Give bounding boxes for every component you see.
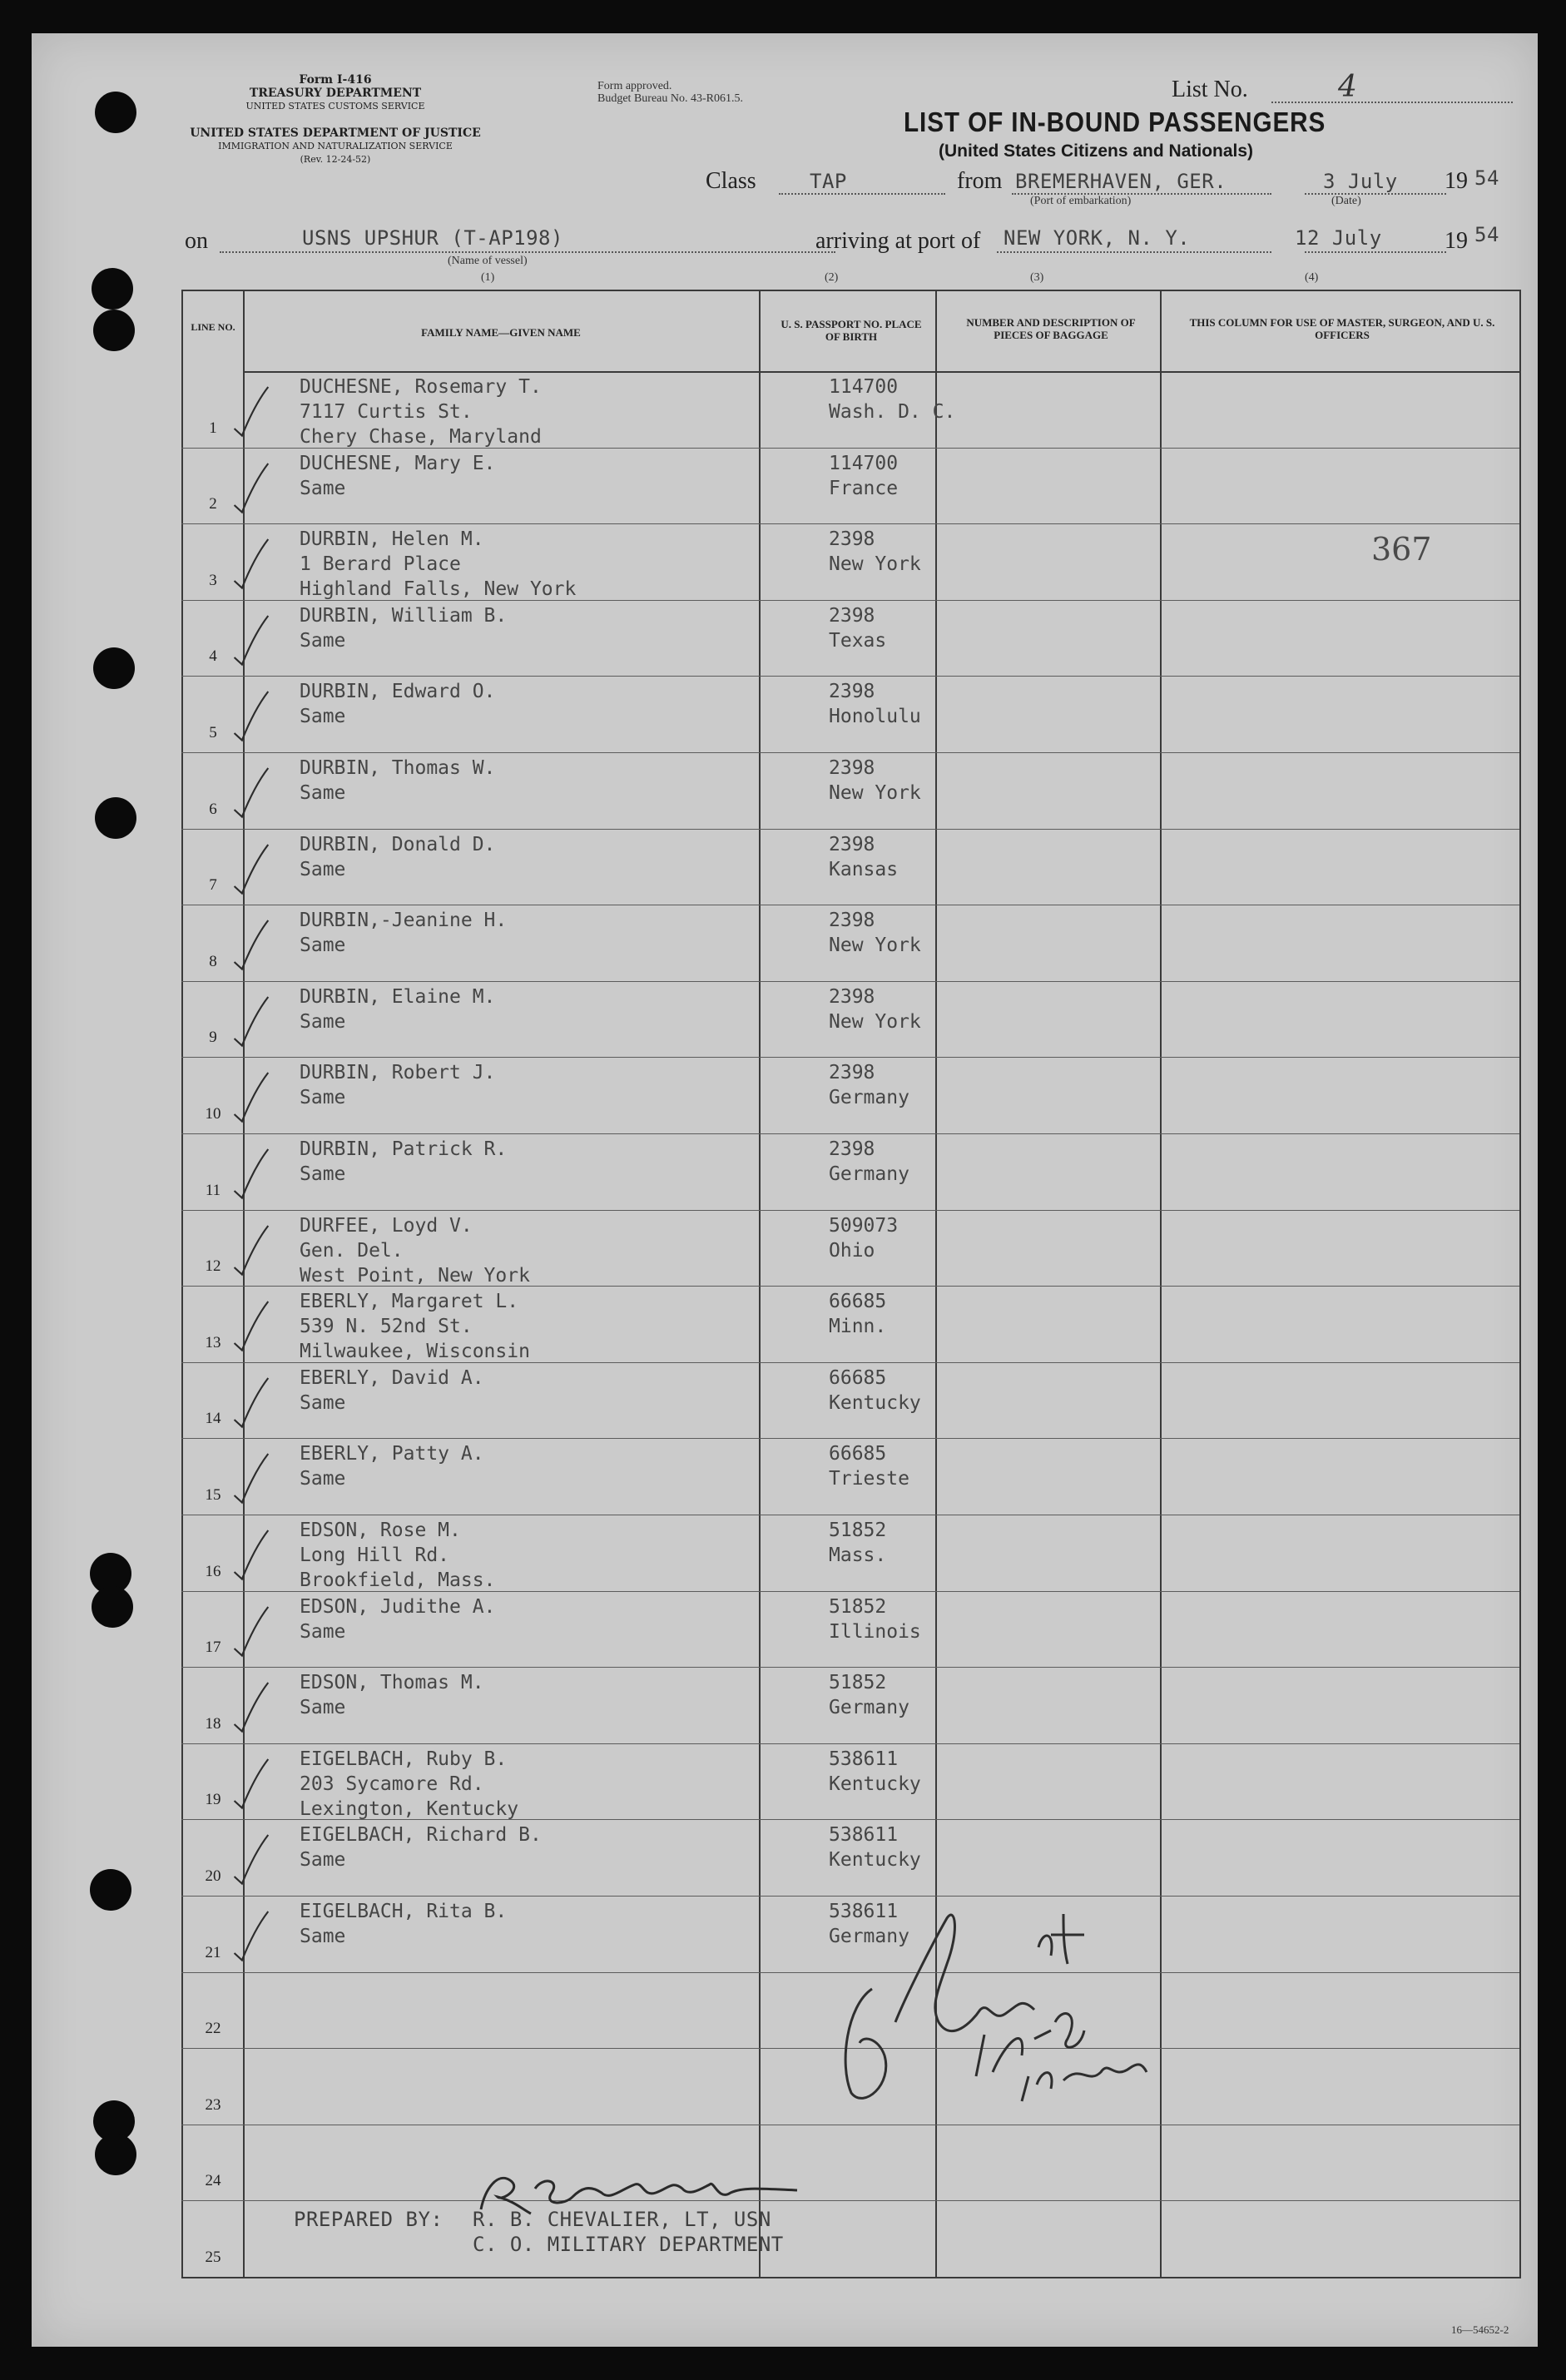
col-ref-2: (2) (825, 271, 839, 284)
passenger-address-1: Same (300, 1621, 346, 1643)
passenger-name: DURFEE, Loyd V. (300, 1215, 473, 1237)
passenger-address-2: Milwaukee, Wisconsin (300, 1341, 530, 1362)
place-of-birth: Kentucky (829, 1392, 921, 1414)
arrival-port-line (997, 251, 1271, 253)
list-no-label: List No. (1172, 77, 1248, 102)
place-of-birth: Germany (829, 1087, 909, 1108)
passenger-name: DURBIN, William B. (300, 605, 508, 627)
passenger-address-1: Same (300, 1163, 346, 1185)
passport-number: 2398 (829, 681, 875, 702)
budget-bureau: Budget Bureau No. 43-R061.5. (597, 92, 743, 105)
from-label: from (957, 168, 1003, 194)
passenger-name: EIGELBACH, Richard B. (300, 1824, 542, 1846)
passenger-name: DUCHESNE, Rosemary T. (300, 376, 542, 398)
place-of-birth: Wash. D. C. (829, 401, 956, 423)
line-number: 20 (205, 1867, 221, 1885)
form-approved: Form approved. (597, 80, 672, 92)
justice-department: UNITED STATES DEPARTMENT OF JUSTICE (190, 126, 481, 140)
passport-number: 66685 (829, 1443, 887, 1465)
name-divider (759, 290, 761, 2278)
check-mark-icon (231, 1899, 273, 1974)
check-mark-icon (231, 603, 273, 678)
row-divider (181, 1743, 1519, 1744)
list-no-value: 4 (1338, 70, 1357, 104)
passport-number: 66685 (829, 1291, 887, 1312)
passenger-address-1: Gen. Del. (300, 1240, 404, 1262)
embark-year: 54 (1474, 166, 1499, 190)
line-number: 14 (205, 1410, 221, 1427)
passenger-address-1: Same (300, 1697, 346, 1718)
line-number: 7 (209, 876, 217, 894)
passport-number: 538611 (829, 1824, 899, 1846)
place-of-birth: Honolulu (829, 706, 921, 727)
place-of-birth: New York (829, 1011, 921, 1033)
check-mark-icon (231, 1213, 273, 1288)
passenger-address-1: Same (300, 478, 346, 499)
vessel-name: USNS UPSHUR (T-AP198) (302, 226, 563, 250)
prepared-by-label: PREPARED BY: (294, 2208, 444, 2231)
place-of-birth: Illinois (829, 1621, 921, 1643)
check-mark-icon (231, 527, 273, 602)
passenger-name: EBERLY, Margaret L. (300, 1291, 519, 1312)
binder-hole (95, 797, 136, 839)
line-number: 5 (209, 724, 217, 741)
col-header-passport: U. S. PASSPORT NO. PLACE OF BIRTH (781, 318, 922, 343)
passenger-address-1: Same (300, 859, 346, 880)
passenger-address-2: West Point, New York (300, 1265, 530, 1287)
check-mark-icon (231, 1747, 273, 1822)
line-number: 3 (209, 572, 217, 589)
passport-number: 51852 (829, 1520, 887, 1541)
check-mark-icon (231, 1060, 273, 1135)
arrival-year-prefix: 19 (1445, 228, 1468, 254)
line-number: 2 (209, 495, 217, 513)
port-of-embarkation-caption: (Port of embarkation) (1030, 195, 1132, 207)
check-mark-icon (231, 1441, 273, 1516)
vessel-line (220, 251, 835, 253)
passport-number: 538611 (829, 1901, 899, 1922)
row-divider (181, 1133, 1519, 1134)
check-mark-icon (231, 1137, 273, 1212)
passenger-address-1: Same (300, 1392, 346, 1414)
col-header-baggage: NUMBER AND DESCRIPTION OF PIECES OF BAGGAGE (966, 316, 1136, 341)
check-mark-icon (231, 374, 273, 449)
class-line (779, 193, 945, 195)
passenger-address-1: 7117 Curtis St. (300, 401, 473, 423)
passenger-manifest-sheet (32, 33, 1538, 2347)
place-of-birth: Germany (829, 1697, 909, 1718)
binder-hole (92, 268, 133, 310)
place-of-birth: Trieste (829, 1468, 909, 1490)
passenger-address-1: Same (300, 1468, 346, 1490)
line-number: 1 (209, 419, 217, 437)
passport-number: 2398 (829, 1062, 875, 1083)
passenger-name: DURBIN, Thomas W. (300, 757, 496, 779)
place-of-birth: Kentucky (829, 1849, 921, 1871)
row-divider (181, 829, 1519, 830)
row-divider (181, 752, 1519, 753)
manifest-title: LIST OF IN-BOUND PASSENGERS (904, 107, 1326, 137)
place-of-birth: New York (829, 935, 921, 956)
arrival-date: 12 July (1295, 226, 1382, 250)
line-number: 11 (205, 1182, 221, 1199)
line-number: 22 (205, 2020, 221, 2037)
line-number: 15 (205, 1486, 221, 1504)
place-of-birth: New York (829, 782, 921, 804)
check-mark-icon (231, 756, 273, 831)
arriving-label: arriving at port of (815, 228, 981, 254)
passenger-address-1: Same (300, 706, 346, 727)
passport-number: 2398 (829, 834, 875, 855)
col-ref-3: (3) (1030, 271, 1044, 284)
passenger-address-1: Same (300, 630, 346, 652)
passenger-address-1: Same (300, 1926, 346, 1947)
passenger-name: EIGELBACH, Rita B. (300, 1901, 508, 1922)
embark-date: 3 July (1323, 170, 1398, 193)
passport-number: 51852 (829, 1596, 887, 1618)
row-divider (181, 676, 1519, 677)
row-divider (181, 1210, 1519, 1211)
place-of-birth: Minn. (829, 1316, 887, 1337)
class-label: Class (706, 168, 756, 194)
col-header-officers: THIS COLUMN FOR USE OF MASTER, SURGEON, AND U. S. OFFICERS (1189, 316, 1495, 341)
row-divider (181, 981, 1519, 982)
binder-hole (95, 92, 136, 133)
line-number: 23 (205, 2096, 221, 2114)
check-mark-icon (231, 984, 273, 1059)
preparer-name: R. B. CHEVALIER, LT, USN (473, 2208, 771, 2231)
col-ref-4: (4) (1305, 271, 1319, 284)
check-mark-icon (231, 679, 273, 754)
place-of-birth: Mass. (829, 1545, 887, 1566)
passenger-name: DURBIN,-Jeanine H. (300, 910, 508, 931)
place-of-birth: Texas (829, 630, 887, 652)
passenger-name: DUCHESNE, Mary E. (300, 453, 496, 474)
line-number: 17 (205, 1639, 221, 1656)
row-divider (181, 1057, 1519, 1058)
binder-hole (90, 1869, 131, 1911)
binder-hole (93, 647, 135, 689)
line-number: 16 (205, 1563, 221, 1580)
row-divider (181, 1896, 1519, 1897)
line-number: 25 (205, 2249, 221, 2266)
table-bottom-border (181, 2277, 1519, 2278)
passenger-name: DURBIN, Helen M. (300, 528, 484, 550)
passport-number: 114700 (829, 453, 899, 474)
row-divider (181, 1667, 1519, 1668)
passenger-address-2: Highland Falls, New York (300, 578, 577, 600)
passenger-address-2: Brookfield, Mass. (300, 1569, 496, 1591)
place-of-birth: Germany (829, 1926, 909, 1947)
arrival-year: 54 (1474, 223, 1499, 246)
row-divider (181, 1438, 1519, 1439)
on-label: on (185, 228, 208, 254)
binder-hole (92, 1586, 133, 1628)
class-value: TAP (810, 170, 847, 193)
passenger-address-1: 1 Berard Place (300, 553, 461, 575)
row-divider (181, 523, 1519, 524)
passport-number: 2398 (829, 757, 875, 779)
passenger-address-1: Same (300, 1849, 346, 1871)
passenger-name: EDSON, Thomas M. (300, 1672, 484, 1693)
treasury-department: TREASURY DEPARTMENT (249, 87, 422, 100)
manifest-subtitle: (United States Citizens and Nationals) (939, 141, 1254, 161)
passenger-name: DURBIN, Robert J. (300, 1062, 496, 1083)
table-top-border (181, 290, 1519, 291)
col-header-line-no: LINE NO. (191, 321, 235, 333)
check-mark-icon (231, 1518, 273, 1593)
check-mark-icon (231, 1289, 273, 1364)
revision-date: (Rev. 12-24-52) (300, 154, 371, 165)
passenger-address-1: Same (300, 782, 346, 804)
check-mark-icon (231, 1822, 273, 1897)
passport-number: 66685 (829, 1367, 887, 1389)
inspector-signature (814, 1897, 1172, 2114)
line-number: 24 (205, 2172, 221, 2189)
check-mark-icon (231, 908, 273, 983)
line-number: 6 (209, 801, 217, 818)
passport-number: 2398 (829, 528, 875, 550)
date-caption: (Date) (1331, 195, 1361, 207)
place-of-birth: New York (829, 553, 921, 575)
passenger-address-1: Same (300, 1087, 346, 1108)
passport-number: 509073 (829, 1215, 899, 1237)
port-of-embarkation: BREMERHAVEN, GER. (1015, 170, 1227, 193)
passenger-name: DURBIN, Patrick R. (300, 1138, 508, 1160)
officer-note: 367 (1371, 531, 1432, 568)
arrival-port: NEW YORK, N. Y. (1004, 226, 1191, 250)
row-divider (181, 2200, 1519, 2201)
place-of-birth: Kentucky (829, 1773, 921, 1795)
binder-hole (93, 310, 135, 351)
place-of-birth: Kansas (829, 859, 899, 880)
immigration-service: IMMIGRATION AND NATURALIZATION SERVICE (218, 141, 453, 151)
passenger-address-1: Long Hill Rd. (300, 1545, 450, 1566)
passport-number: 114700 (829, 376, 899, 398)
line-number: 4 (209, 647, 217, 665)
binder-hole (95, 2134, 136, 2175)
passenger-name: DURBIN, Donald D. (300, 834, 496, 855)
line-number: 12 (205, 1257, 221, 1275)
passenger-name: DURBIN, Edward O. (300, 681, 496, 702)
passenger-name: EDSON, Judithe A. (300, 1596, 496, 1618)
passport-number: 2398 (829, 910, 875, 931)
line-number: 10 (205, 1105, 221, 1123)
line-number: 21 (205, 1944, 221, 1961)
preparer-signature (464, 2164, 814, 2222)
passenger-name: EBERLY, David A. (300, 1367, 484, 1389)
place-of-birth: Ohio (829, 1240, 875, 1262)
preparer-title: C. O. MILITARY DEPARTMENT (473, 2233, 784, 2256)
col-header-name: FAMILY NAME—GIVEN NAME (421, 326, 581, 339)
passenger-name: DURBIN, Elaine M. (300, 986, 496, 1008)
check-mark-icon (231, 832, 273, 907)
passenger-name: EDSON, Rose M. (300, 1520, 461, 1541)
passenger-address-1: 539 N. 52nd St. (300, 1316, 473, 1337)
check-mark-icon (231, 1670, 273, 1745)
check-mark-icon (231, 1366, 273, 1440)
line-number: 8 (209, 953, 217, 970)
passenger-address-1: 203 Sycamore Rd. (300, 1773, 484, 1795)
embark-year-prefix: 19 (1445, 168, 1468, 194)
passport-number: 51852 (829, 1672, 887, 1693)
check-mark-icon (231, 1594, 273, 1669)
check-mark-icon (231, 451, 273, 526)
table-left-border (181, 290, 183, 2278)
footer-code: 16—54652-2 (1451, 2323, 1509, 2336)
passenger-address-1: Same (300, 1011, 346, 1033)
form-id: Form I-416 (299, 73, 372, 87)
vessel-caption: (Name of vessel) (448, 255, 528, 267)
embark-date-line (1305, 193, 1446, 195)
passport-number: 2398 (829, 1138, 875, 1160)
passport-number: 538611 (829, 1748, 899, 1770)
passenger-address-1: Same (300, 935, 346, 956)
passenger-address-2: Chery Chase, Maryland (300, 426, 542, 448)
passenger-name: EBERLY, Patty A. (300, 1443, 484, 1465)
passport-number: 2398 (829, 986, 875, 1008)
list-no-line (1271, 102, 1513, 103)
line-number: 13 (205, 1334, 221, 1351)
place-of-birth: Germany (829, 1163, 909, 1185)
table-right-border (1519, 290, 1521, 2278)
line-number: 18 (205, 1715, 221, 1733)
place-of-birth: France (829, 478, 899, 499)
col-ref-1: (1) (481, 271, 495, 284)
header-bottom-border (243, 371, 1519, 373)
line-number: 19 (205, 1791, 221, 1808)
passenger-name: EIGELBACH, Ruby B. (300, 1748, 508, 1770)
passenger-address-2: Lexington, Kentucky (300, 1798, 519, 1820)
line-number: 9 (209, 1029, 217, 1046)
customs-service: UNITED STATES CUSTOMS SERVICE (245, 101, 425, 112)
passport-number: 2398 (829, 605, 875, 627)
arrival-date-line (1305, 251, 1446, 253)
